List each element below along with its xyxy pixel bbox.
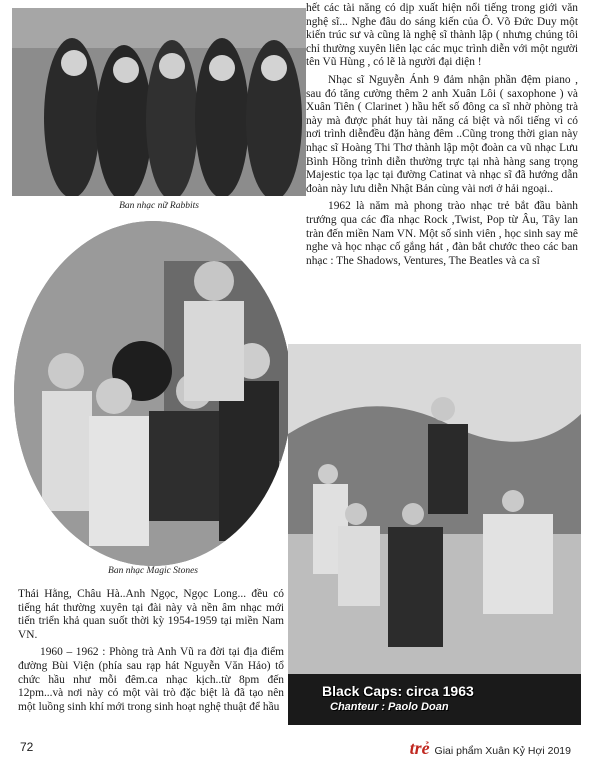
left-column-text [18,588,284,718]
photo-magic-stones-band [14,221,292,566]
photo-subtitle: Chanteur : Paolo Doan [330,701,449,713]
photo-rabbits-band [12,8,306,196]
paragraph: 1960 – 1962 : Phòng trà Anh Vũ ra đời tại địa điểm đường Bùi Viện (phía sau rạp hát Nguyễn Văn Hảo) tổ chức hầu như mỗi đêm.ca nhạc kịch..từ 8pm đến 12pm...và nơi này có một vài trò đặc biệt là đã tạo nên một luồng sinh khí mới trong sinh hoạt nghệ thuật để hầu [18,646,284,713]
right-column-text [306,2,578,272]
paragraph: Nhạc sĩ Nguyễn Ánh 9 đảm nhận phần đệm piano , sau đó tăng cường thêm 2 anh Xuân Lôi ( saxophone ) và Xuân Tiên ( Clarinet ) hầu hết số đông ca sĩ nhờ phòng trà này mà được phát huy tài năng cá biệt và nổi tiếng vì có nơi trình diễnđều đặn hàng đêm ..Cũng trong thời gian này nhạc sĩ Hoàng Thi Thơ thành lập một đoàn ca vũ nhạc Lưu Bình Hồng trình diễn thường trực tại nhà hàng sang trọng Majestic tọa lạc tại đường Catinat và nhạc sĩ đã hướng dẫn đoàn này lưu diễn Nhật Bản cùng vài nơi ở hải ngoại.. [306,73,578,195]
caption-rabbits: Ban nhạc nữ Rabbits [119,201,199,211]
photo-title: Black Caps: circa 1963 [322,683,474,699]
publication-name: Giai phẩm Xuân Kỷ Hợi 2019 [434,745,571,757]
paragraph: 1962 là năm mà phong trào nhạc trẻ bắt đầu bành trướng qua các đĩa nhạc Rock ,Twist, Pop từ Âu, Tây lan tràn đến miền Nam VN. Một số sinh viên , học sinh say mê nghe và học nhạc cố gắng hát , đàn bắt chước theo các ban nhạc : The Shadows, Ventures, The Beatles và ca sĩ [306,200,578,267]
paragraph: hết các tài năng có dịp xuất hiện nổi tiếng trong giới văn nghệ sĩ... Nghe đâu do sáng kiến của Ô. Võ Đức Duy một kiến trúc sư và cũng là nghệ sĩ thành lập ( nhưng chúng tôi chỉ thường xuyên liên lạc các mục trình diễn với một người tên Vũ Hùng , có lẽ là người đại diện ! [306,2,578,69]
page-number: 72 [20,740,34,754]
caption-magic-stones: Ban nhạc Magic Stones [108,566,198,576]
footer-publication [410,738,571,759]
photo-black-caps-band [288,344,581,725]
tre-logo: trẻ [409,738,430,758]
paragraph: Thái Hằng, Châu Hà..Anh Ngọc, Ngọc Long... đều có tiếng hát thường xuyên tại đài này và nền âm nhạc mới tiến triển khả quan suốt thời kỳ 1954-1959 tại miền Nam VN. [18,588,284,641]
